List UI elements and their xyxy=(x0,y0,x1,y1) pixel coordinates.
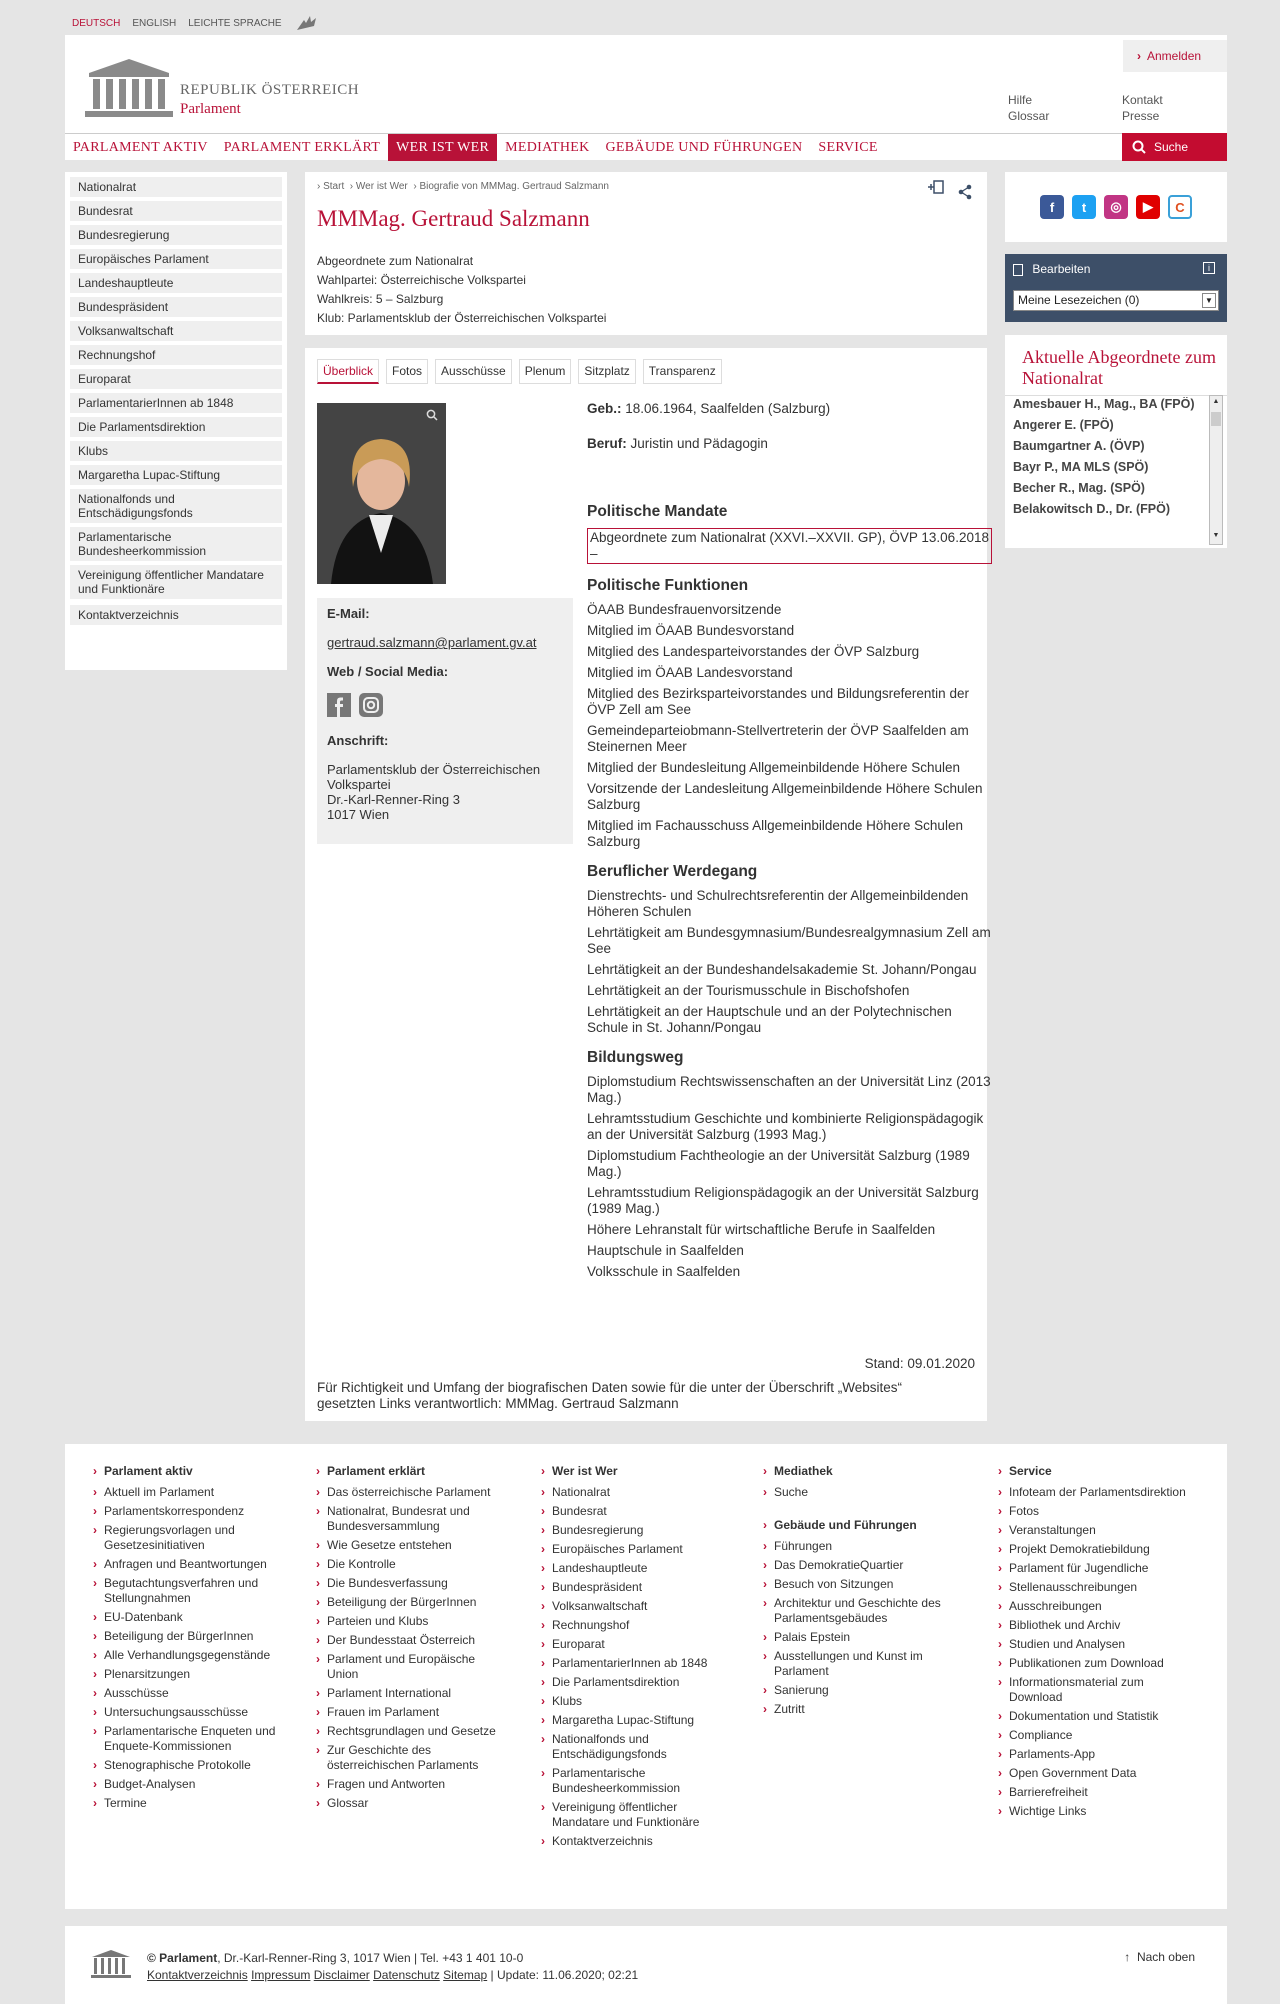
footer-link[interactable]: › Publikationen zum Download xyxy=(997,1656,1187,1671)
footer-link[interactable]: › Parlamentskorrespondenz xyxy=(92,1504,282,1519)
footer-link[interactable]: › Wichtige Links xyxy=(997,1804,1187,1819)
sidebar-item[interactable]: Margaretha Lupac-Stiftung xyxy=(70,465,282,485)
footer-link[interactable]: › Studien und Analysen xyxy=(997,1637,1187,1652)
sidebar-item[interactable]: Landeshauptleute xyxy=(70,273,282,293)
sidebar-item[interactable]: Bundesregierung xyxy=(70,225,282,245)
arrow-up-icon: ↑ xyxy=(1124,1950,1131,1964)
web-label: Web / Social Media: xyxy=(327,664,449,679)
footer-link[interactable]: › Rechtsgrundlagen und Gesetze xyxy=(315,1724,505,1739)
footer-link[interactable]: › Sanierung xyxy=(762,1683,952,1698)
career-heading: Beruflicher Werdegang xyxy=(587,863,758,880)
footer-link[interactable]: › Begutachtungsverfahren und Stellungnahmen xyxy=(92,1576,282,1606)
lang-english[interactable]: ENGLISH xyxy=(132,17,177,29)
address-line: 1017 Wien xyxy=(327,807,390,822)
footer-link[interactable]: › Führungen xyxy=(762,1539,952,1554)
address xyxy=(327,762,563,822)
function-item: Vorsitzende der Landesleitung Allgemeinbildende Höhere Schulen Salzburg xyxy=(587,781,983,812)
footer-link[interactable]: › Dokumentation und Statistik xyxy=(997,1709,1187,1724)
sidebar-item[interactable]: Bundesrat xyxy=(70,201,282,221)
info-icon[interactable]: i xyxy=(1203,262,1215,274)
sidebar-item[interactable]: ParlamentarierInnen ab 1848 xyxy=(70,393,282,413)
chevron-down-icon: ▼ xyxy=(1202,293,1216,308)
press-link[interactable]: Presse xyxy=(1122,109,1160,123)
footer-heading[interactable]: › Parlament aktiv xyxy=(92,1464,282,1479)
site-footer xyxy=(65,1444,1227,1909)
education-heading: Bildungsweg xyxy=(587,1049,684,1066)
portrait-photo[interactable] xyxy=(317,403,446,584)
footer-link[interactable]: › Nationalrat xyxy=(540,1485,730,1500)
footer-link[interactable]: › Beteiligung der BürgerInnen xyxy=(315,1595,505,1610)
footer-link[interactable]: › Volksanwaltschaft xyxy=(540,1599,730,1614)
footer-link[interactable]: › Parteien und Klubs xyxy=(315,1614,505,1629)
footer-link[interactable]: › Stellenausschreibungen xyxy=(997,1580,1187,1595)
sidebar-item[interactable]: Vereinigung öffentlicher Mandatare und Funktionäre xyxy=(70,565,282,599)
footer-heading[interactable]: › Service xyxy=(997,1464,1187,1479)
back-to-top[interactable] xyxy=(1124,1950,1195,1964)
bottom-address: , Dr.-Karl-Renner-Ring 3, 1017 Wien | Tel. +43 1 401 10-0 xyxy=(217,1951,524,1965)
scroll-down-icon[interactable]: ▼ xyxy=(1212,532,1220,539)
career-item: Lehrtätigkeit an der Tourismusschule in Bischofshofen xyxy=(587,983,910,998)
parliament-logo-small[interactable] xyxy=(89,1948,133,1980)
function-item: Mitglied im ÖAAB Landesvorstand xyxy=(587,665,793,680)
tabs xyxy=(317,359,722,384)
footer-link[interactable]: › Anfragen und Beantwortungen xyxy=(92,1557,282,1572)
member-item[interactable]: Bayr P., MA MLS (SPÖ) xyxy=(1013,460,1149,474)
language-bar xyxy=(72,14,320,32)
footer-link[interactable]: › Parlaments-App xyxy=(997,1747,1187,1762)
education-item: Diplomstudium Fachtheologie an der Universität Salzburg (1989 Mag.) xyxy=(587,1148,970,1179)
function-item: Mitglied des Bezirksparteivorstandes und Bildungsreferentin der ÖVP Zell am See xyxy=(587,686,969,717)
search-icon xyxy=(1132,140,1146,154)
address-line: Parlamentsklub der Österreichischen Volkspartei xyxy=(327,762,541,792)
lang-deutsch[interactable]: DEUTSCH xyxy=(72,17,121,29)
youtube-icon[interactable]: ▶ xyxy=(1136,195,1160,219)
person-party: Wahlpartei: Österreichische Volkspartei xyxy=(317,273,526,287)
parliament-logo[interactable] xyxy=(79,55,179,119)
footer-link[interactable]: › EU-Datenbank xyxy=(92,1610,282,1625)
born xyxy=(587,401,992,417)
email-label: E-Mail: xyxy=(327,606,370,621)
footer-heading[interactable]: › Parlament erklärt xyxy=(315,1464,505,1479)
footer-link[interactable]: › Regierungsvorlagen und Gesetzesinitiativen xyxy=(92,1523,282,1553)
footer-col-wer-ist-wer xyxy=(540,1464,730,1853)
function-item: Mitglied der Bundesleitung Allgemeinbildende Höhere Schulen xyxy=(587,760,960,775)
address-line: Dr.-Karl-Renner-Ring 3 xyxy=(327,792,460,807)
job-label: Beruf: xyxy=(587,436,627,451)
bookmarks-select-value: Meine Lesezeichen (0) xyxy=(1018,293,1140,307)
footer-link[interactable]: › Fragen und Antworten xyxy=(315,1777,505,1792)
nav-parlament-erklaert[interactable]: PARLAMENT ERKLÄRT xyxy=(223,140,381,155)
bookmark-add-icon[interactable] xyxy=(927,180,945,196)
mandate-entry: Abgeordnete zum Nationalrat (XXVI.–XXVII. GP), ÖVP 13.06.2018 – xyxy=(587,528,992,564)
person-role: Abgeordnete zum Nationalrat xyxy=(317,254,474,268)
footer-link[interactable]: › Ausstellungen und Kunst im Parlament xyxy=(762,1649,952,1679)
footer-link[interactable]: › Bundesregierung xyxy=(540,1523,730,1538)
footer-heading[interactable]: › Gebäude und Führungen xyxy=(762,1518,952,1533)
member-item[interactable]: Becher R., Mag. (SPÖ) xyxy=(1013,481,1145,495)
footer-link[interactable]: › Die Bundesverfassung xyxy=(315,1576,505,1591)
facebook-icon[interactable] xyxy=(327,693,351,717)
nav-parlament-aktiv[interactable]: PARLAMENT AKTIV xyxy=(73,140,208,155)
footer-link[interactable]: › Rechnungshof xyxy=(540,1618,730,1633)
members-scrollbar[interactable] xyxy=(1209,395,1223,545)
contact-box xyxy=(317,598,573,844)
footer-link[interactable]: › Europarat xyxy=(540,1637,730,1652)
sidebar-nav xyxy=(65,172,287,670)
brand-title: REPUBLIK ÖSTERREICH xyxy=(180,82,360,98)
member-item[interactable]: Angerer E. (FPÖ) xyxy=(1013,418,1114,432)
portrait-image xyxy=(317,403,446,584)
nav-service[interactable]: SERVICE xyxy=(818,140,878,155)
education-item: Hauptschule in Saalfelden xyxy=(587,1243,744,1258)
person-header xyxy=(305,172,987,335)
sidebar-item[interactable]: Europäisches Parlament xyxy=(70,249,282,269)
instagram-icon[interactable] xyxy=(359,693,383,717)
search-button[interactable] xyxy=(1122,133,1227,161)
social-bar xyxy=(1005,172,1227,242)
bio-details xyxy=(587,401,992,1285)
footer-link[interactable]: › Plenarsitzungen xyxy=(92,1667,282,1682)
back-to-top-label: Nach oben xyxy=(1136,1950,1195,1964)
scroll-thumb[interactable] xyxy=(1211,412,1221,426)
footer-link[interactable]: › Parlamentarische Enqueten und Enquete-Kommissionen xyxy=(92,1724,282,1754)
lang-easy[interactable]: LEICHTE SPRACHE xyxy=(188,17,282,29)
copyright: © Parlament xyxy=(147,1951,218,1965)
footer-link[interactable]: › Beteiligung der BürgerInnen xyxy=(92,1629,282,1644)
bookmark-icon xyxy=(1013,264,1023,276)
glossary-link[interactable]: Glossar xyxy=(1008,109,1050,123)
footer-link[interactable]: › Bibliothek und Archiv xyxy=(997,1618,1187,1633)
brand[interactable] xyxy=(180,82,359,118)
tab-sitzplatz[interactable]: Sitzplatz xyxy=(578,359,635,384)
sign-language-icon[interactable] xyxy=(294,14,320,32)
footer-link[interactable]: › Bundespräsident xyxy=(540,1580,730,1595)
sidebar-item[interactable]: Europarat xyxy=(70,369,282,389)
link-sitemap[interactable]: Sitemap xyxy=(443,1968,488,1982)
edit-title: Bearbeiten xyxy=(1032,262,1091,276)
tab-ausschuesse[interactable]: Ausschüsse xyxy=(435,359,512,384)
sidebar-item[interactable]: Volksanwaltschaft xyxy=(70,321,282,341)
tab-transparenz[interactable]: Transparenz xyxy=(643,359,722,384)
footer-link[interactable]: › Suche xyxy=(762,1485,952,1500)
mandates-heading: Politische Mandate xyxy=(587,503,728,520)
career-item: Dienstrechts- und Schulrechtsreferentin der Allgemeinbildenden Höheren Schulen xyxy=(587,888,969,919)
education-item: Lehramtsstudium Religionspädagogik an der Universität Salzburg (1989 Mag.) xyxy=(587,1185,979,1216)
career-item: Lehrtätigkeit an der Hauptschule und an der Polytechnischen Schule in St. Johann/Pongau xyxy=(587,1004,952,1035)
bookmarks-select[interactable] xyxy=(1013,290,1219,311)
search-label: Suche xyxy=(1154,140,1189,154)
email-link[interactable]: gertraud.salzmann@parlament.gv.at xyxy=(327,635,537,650)
member-item[interactable]: Belakowitsch D., Dr. (FPÖ) xyxy=(1013,502,1170,516)
footer-link[interactable]: › Die Parlamentsdirektion xyxy=(540,1675,730,1690)
footer-link[interactable]: › Parlament und Europäische Union xyxy=(315,1652,505,1682)
footer-link[interactable]: › Zutritt xyxy=(762,1702,952,1717)
sidebar-item[interactable]: Nationalfonds und Entschädigungsfonds xyxy=(70,489,282,523)
sidebar-item[interactable]: Bundespräsident xyxy=(70,297,282,317)
education-item: Volksschule in Saalfelden xyxy=(587,1264,741,1279)
education-item: Höhere Lehranstalt für wirtschaftliche Berufe in Saalfelden xyxy=(587,1222,936,1237)
header-links-2 xyxy=(1122,92,1163,124)
function-item: Gemeindeparteiobmann-Stellvertreterin der ÖVP Saalfelden am Steinernen Meer xyxy=(587,723,969,754)
nav-gebaeude[interactable]: GEBÄUDE UND FÜHRUNGEN xyxy=(605,140,803,155)
login-button[interactable]: › Anmelden xyxy=(1123,40,1227,72)
footer-link[interactable]: › Glossar xyxy=(315,1796,505,1811)
address-label: Anschrift: xyxy=(327,733,389,748)
link-datenschutz[interactable]: Datenschutz xyxy=(373,1968,440,1982)
footer-col-parlament-aktiv xyxy=(92,1464,282,1815)
members-list xyxy=(1013,397,1209,543)
parliament-app-icon[interactable]: C xyxy=(1168,195,1192,219)
share-icon[interactable] xyxy=(957,184,973,200)
footer-link[interactable]: › Projekt Demokratiebildung xyxy=(997,1542,1187,1557)
footer-col-parlament-erklaert xyxy=(315,1464,505,1815)
footer-link[interactable]: › Margaretha Lupac-Stiftung xyxy=(540,1713,730,1728)
breadcrumb: › Start › Wer ist Wer › Biografie von MMMag. Gertraud Salzmann xyxy=(317,181,609,192)
bio-card xyxy=(305,348,991,1421)
footer-link[interactable]: › Infoteam der Parlamentsdirektion xyxy=(997,1485,1187,1500)
breadcrumb-current: Biografie von MMMag. Gertraud Salzmann xyxy=(419,181,609,192)
functions-heading: Politische Funktionen xyxy=(587,577,749,594)
person-club: Klub: Parlamentsklub der Österreichischen Volkspartei xyxy=(317,311,607,325)
footer-link[interactable]: › Parlament International xyxy=(315,1686,505,1701)
bottom-bar xyxy=(65,1926,1227,2004)
function-item: Mitglied im Fachausschuss Allgemeinbildende Höhere Schulen Salzburg xyxy=(587,818,963,849)
footer-link[interactable]: › Termine xyxy=(92,1796,282,1811)
footer-heading[interactable]: › Mediathek xyxy=(762,1464,952,1479)
sidebar-item[interactable]: Klubs xyxy=(70,441,282,461)
link-kontaktverzeichnis[interactable]: Kontaktverzeichnis xyxy=(147,1968,248,1982)
function-item: Mitglied im ÖAAB Bundesvorstand xyxy=(587,623,795,638)
sidebar-item[interactable]: Die Parlamentsdirektion xyxy=(70,417,282,437)
career-item: Lehrtätigkeit an der Bundeshandelsakademie St. Johann/Pongau xyxy=(587,962,977,977)
footer-link[interactable]: › Der Bundesstaat Österreich xyxy=(315,1633,505,1648)
footer-link[interactable]: › Compliance xyxy=(997,1728,1187,1743)
footer-col-service xyxy=(997,1464,1187,1823)
link-impressum[interactable]: Impressum xyxy=(251,1968,311,1982)
footer-link[interactable]: › Stenographische Protokolle xyxy=(92,1758,282,1773)
footer-link[interactable]: › Wie Gesetze entstehen xyxy=(315,1538,505,1553)
brand-subtitle: Parlament xyxy=(180,101,241,117)
current-members-title[interactable]: Aktuelle Abgeordnete zum Nationalrat xyxy=(1022,347,1216,388)
status-date: Stand: 09.01.2020 xyxy=(864,1356,975,1371)
footer-link[interactable]: › Architektur und Geschichte des Parlamentsgebäudes xyxy=(762,1596,952,1626)
main-nav xyxy=(65,133,1227,160)
scroll-up-icon[interactable]: ▲ xyxy=(1212,398,1220,405)
bottom-info xyxy=(147,1950,638,1984)
footer-link[interactable]: › Klubs xyxy=(540,1694,730,1709)
footer-heading[interactable]: › Wer ist Wer xyxy=(540,1464,730,1479)
footer-link[interactable]: › Open Government Data xyxy=(997,1766,1187,1781)
job-value: Juristin und Pädagogin xyxy=(630,436,768,451)
footer-link[interactable]: › Das DemokratieQuartier xyxy=(762,1558,952,1573)
nav-mediathek[interactable]: MEDIATHEK xyxy=(505,140,590,155)
education-item: Lehramtsstudium Geschichte und kombinierte Religionspädagogik an der Universität Salzburg (1993 Mag.) xyxy=(587,1111,984,1142)
footer-link[interactable]: › ParlamentarierInnen ab 1848 xyxy=(540,1656,730,1671)
page-title: MMMag. Gertraud Salzmann xyxy=(317,206,590,231)
footer-link[interactable]: › Barrierefreiheit xyxy=(997,1785,1187,1800)
footer-link[interactable]: › Nationalfonds und Entschädigungsfonds xyxy=(540,1732,730,1762)
footer-link[interactable]: › Untersuchungsausschüsse xyxy=(92,1705,282,1720)
header-links-1 xyxy=(1008,92,1049,124)
breadcrumb-wer-ist-wer[interactable]: Wer ist Wer xyxy=(355,181,408,192)
footer-link[interactable]: › Parlament für Jugendliche xyxy=(997,1561,1187,1576)
born-value: 18.06.1964, Saalfelden (Salzburg) xyxy=(625,401,831,416)
twitter-icon[interactable]: t xyxy=(1072,195,1096,219)
footer-link[interactable]: › Parlamentarische Bundesheerkommission xyxy=(540,1766,730,1796)
person-district: Wahlkreis: 5 – Salzburg xyxy=(317,292,444,306)
footer-link[interactable]: › Fotos xyxy=(997,1504,1187,1519)
footer-link[interactable]: › Palais Epstein xyxy=(762,1630,952,1645)
member-item[interactable]: Amesbauer H., Mag., BA (FPÖ) xyxy=(1013,397,1195,411)
education-item: Diplomstudium Rechtswissenschaften an der Universität Linz (2013 Mag.) xyxy=(587,1074,991,1105)
tab-ueberblick[interactable]: Überblick xyxy=(317,359,379,384)
social-links xyxy=(327,693,563,717)
zoom-icon[interactable] xyxy=(426,409,438,421)
footer-link[interactable]: › Die Kontrolle xyxy=(315,1557,505,1572)
tab-fotos[interactable]: Fotos xyxy=(386,359,428,384)
career-item: Lehrtätigkeit am Bundesgymnasium/Bundesrealgymnasium Zell am See xyxy=(587,925,991,956)
footer-link[interactable]: › Aktuell im Parlament xyxy=(92,1485,282,1500)
site-header xyxy=(65,35,1227,160)
update-info: | Update: 11.06.2020; 02:21 xyxy=(490,1968,639,1982)
facebook-icon[interactable]: f xyxy=(1040,195,1064,219)
contact-link[interactable]: Kontakt xyxy=(1122,93,1163,107)
footer-link[interactable]: › Besuch von Sitzungen xyxy=(762,1577,952,1592)
function-item: ÖAAB Bundesfrauenvorsitzende xyxy=(587,602,782,617)
sidebar-item[interactable]: Kontaktverzeichnis xyxy=(70,605,282,625)
footer-link[interactable]: › Bundesrat xyxy=(540,1504,730,1519)
footer-link[interactable]: › Zur Geschichte des österreichischen Parlaments xyxy=(315,1743,505,1773)
function-item: Mitglied des Landesparteivorstandes der ÖVP Salzburg xyxy=(587,644,920,659)
born-label: Geb.: xyxy=(587,401,622,416)
footer-link[interactable]: › Budget-Analysen xyxy=(92,1777,282,1792)
current-members-box xyxy=(1005,335,1227,548)
person-summary xyxy=(317,252,606,328)
footer-link[interactable]: › Landeshauptleute xyxy=(540,1561,730,1576)
footer-link[interactable]: › Veranstaltungen xyxy=(997,1523,1187,1538)
member-item[interactable]: Baumgartner A. (ÖVP) xyxy=(1013,439,1145,453)
footer-link[interactable]: › Frauen im Parlament xyxy=(315,1705,505,1720)
sidebar-item[interactable]: Nationalrat xyxy=(70,177,282,197)
nav-wer-ist-wer[interactable]: WER IST WER xyxy=(388,134,497,161)
footer-link[interactable]: › Ausschüsse xyxy=(92,1686,282,1701)
edit-box xyxy=(1005,254,1227,322)
footer-link[interactable]: › Ausschreibungen xyxy=(997,1599,1187,1614)
help-link[interactable]: Hilfe xyxy=(1008,93,1033,107)
footer-link[interactable]: › Kontaktverzeichnis xyxy=(540,1834,730,1849)
footer-link[interactable]: › Alle Verhandlungsgegenstände xyxy=(92,1648,282,1663)
link-disclaimer[interactable]: Disclaimer xyxy=(313,1968,370,1982)
footer-link[interactable]: › Vereinigung öffentlicher Mandatare und Funktionäre xyxy=(540,1800,730,1830)
job xyxy=(587,436,992,452)
instagram-icon[interactable]: ◎ xyxy=(1104,195,1128,219)
tab-plenum[interactable]: Plenum xyxy=(519,359,572,384)
sidebar-item[interactable]: Rechnungshof xyxy=(70,345,282,365)
divider xyxy=(1005,395,1227,396)
footer-link[interactable]: › Nationalrat, Bundesrat und Bundesversammlung xyxy=(315,1504,505,1534)
footer-link[interactable]: › Informationsmaterial zum Download xyxy=(997,1675,1187,1705)
sidebar-item[interactable]: Parlamentarische Bundesheerkommission xyxy=(70,527,282,561)
breadcrumb-start[interactable]: Start xyxy=(323,181,345,192)
disclaimer-text: Für Richtigkeit und Umfang der biografischen Daten sowie für die unter der Überschrift „Websites“ gesetzten Links verantwortlich: MMMag. Gertraud Salzmann xyxy=(317,1380,903,1411)
footer-col-mediathek xyxy=(762,1464,952,1721)
footer-link[interactable]: › Das österreichische Parlament xyxy=(315,1485,505,1500)
footer-link[interactable]: › Europäisches Parlament xyxy=(540,1542,730,1557)
